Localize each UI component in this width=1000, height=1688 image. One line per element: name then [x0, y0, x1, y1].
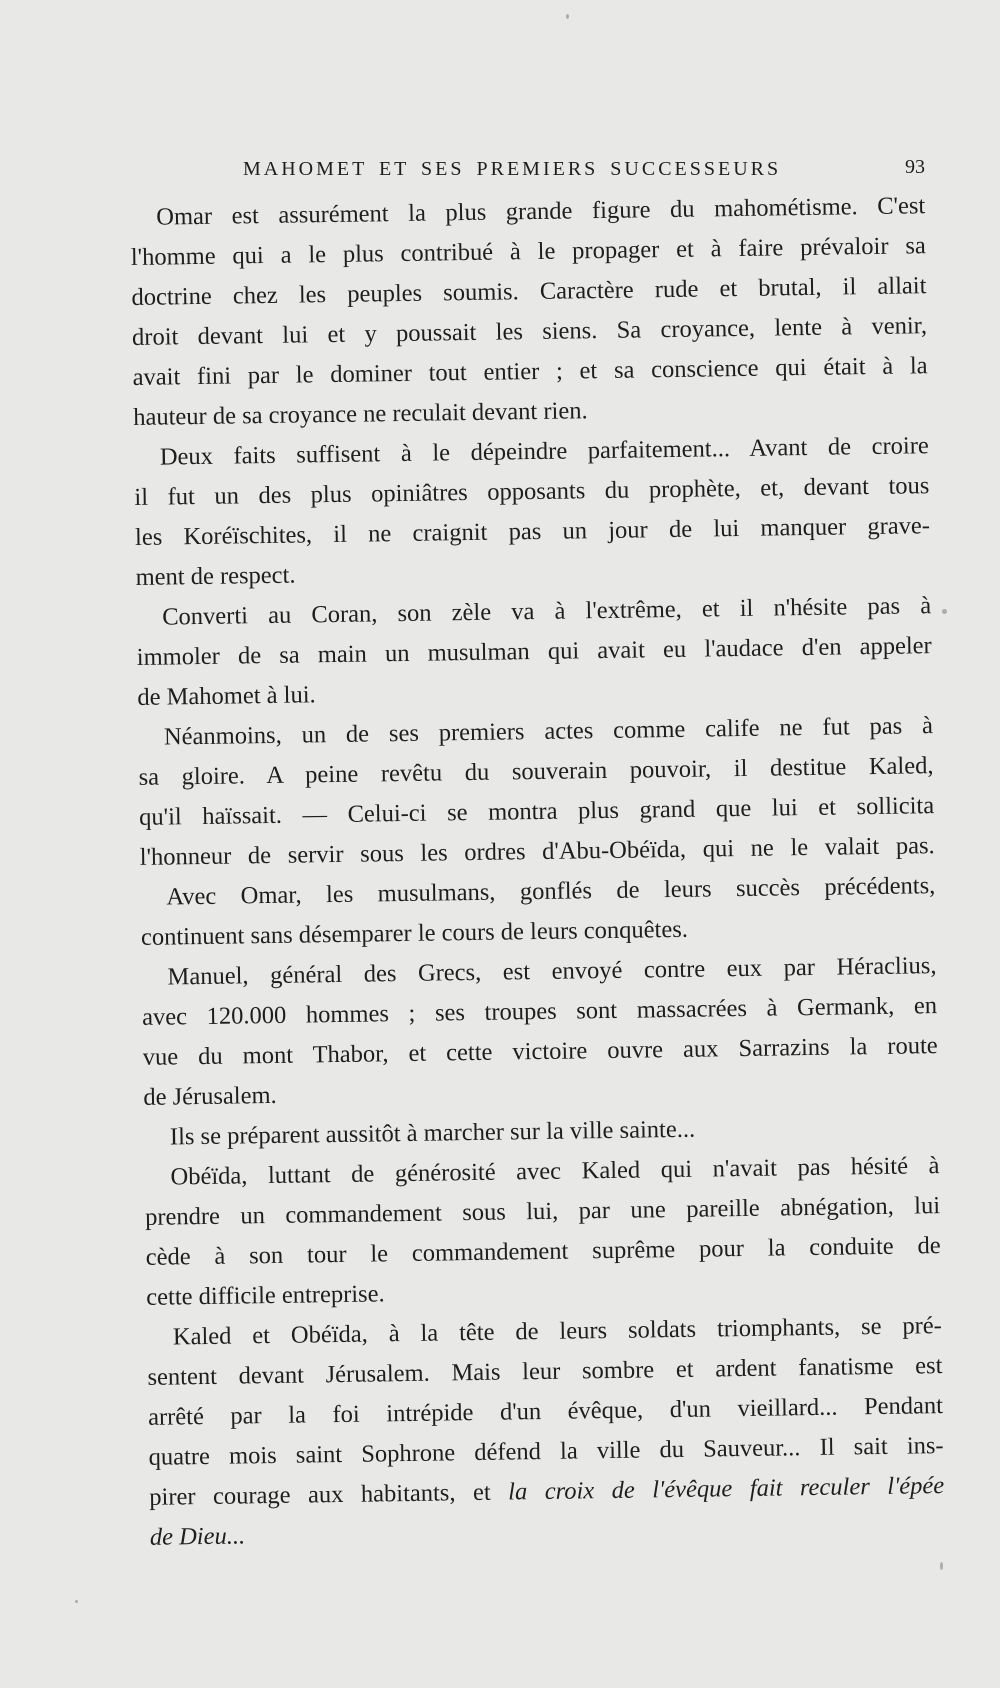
text-line: vue du mont Thabor, et cette victoire ouvre aux Sarrazins la route	[142, 1032, 938, 1071]
page-header	[130, 150, 925, 190]
text-italic: la croix de l'évêque fait reculer l'épée	[507, 1472, 945, 1506]
text-line: arrêté par la foi intrépide d'un évêque, d'un vieillard... Pendant	[147, 1392, 944, 1431]
text-line: Manuel, général des Grecs, est envoyé contre eux par Héraclius,	[167, 952, 937, 991]
text-line: Néanmoins, un de ses premiers actes comme calife ne fut pas à	[163, 712, 934, 751]
scan-speck	[566, 14, 569, 19]
body-text	[130, 186, 945, 1558]
running-head: MAHOMET ET SES PREMIERS SUCCESSEURS	[243, 158, 782, 180]
text-line: prendre un commandement sous lui, par une pareille abnégation, lui	[144, 1192, 941, 1231]
text-line: hauteur de sa croyance ne reculait devant rien.	[133, 397, 588, 431]
text-line: l'homme qui a le plus contribué à le propager et à faire prévaloir sa	[130, 232, 926, 271]
text-line: Ils se préparent aussitôt à marcher sur la ville sainte...	[169, 1115, 696, 1151]
text-line: les Koréïschites, il ne craignit pas un jour de lui manquer grave-	[134, 512, 931, 551]
scan-speck	[940, 1562, 943, 1570]
text-line: cède à son tour le commandement suprême pour la conduite de	[145, 1232, 941, 1271]
text-line: cette difficile entreprise.	[146, 1280, 385, 1311]
text-line: sentent devant Jérusalem. Mais leur sombre et ardent fanatisme est	[147, 1352, 943, 1391]
text-line: Deux faits suffisent à le dépeindre parfaitement... Avant de croire	[159, 432, 929, 471]
text-line: l'honneur de servir sous les ordres d'Abu-Obéïda, qui ne le valait pas.	[139, 832, 935, 871]
text-line: il fut un des plus opiniâtres opposants du prophète, et, devant tous	[134, 472, 930, 511]
text-line: qu'il haïssait. — Celui-ci se montra plus grand que lui et sollicita	[138, 792, 935, 831]
text-line: sa gloire. A peine revêtu du souverain pouvoir, il destitue Kaled,	[138, 752, 934, 791]
text-line: avait fini par le dominer tout entier ; et sa conscience qui était à la	[132, 352, 928, 391]
text-line: avec 120.000 hommes ; ses troupes sont massacrées à Germank, en	[141, 992, 938, 1031]
text-line: doctrine chez les peuples soumis. Caractère rude et brutal, il allait	[131, 272, 927, 311]
text-line: Converti au Coran, son zèle va à l'extrême, et il n'hésite pas à	[162, 592, 932, 631]
text-line: Kaled et Obéïda, à la tête de leurs soldats triomphants, se pré-	[172, 1312, 943, 1351]
text-line: droit devant lui et y poussait les siens. Sa croyance, lente à venir,	[131, 312, 928, 351]
page-number: 93	[905, 156, 925, 178]
text-line: Obéïda, luttant de générosité avec Kaled qui n'avait pas hésité à	[170, 1152, 940, 1191]
scan-speck	[75, 1600, 78, 1603]
text-line: ment de respect.	[135, 561, 296, 591]
text-line: Omar est assurément la plus grande figure du mahométisme. C'est	[156, 192, 926, 231]
text-italic: de Dieu...	[149, 1522, 246, 1551]
text-line: de Mahomet à lui.	[137, 681, 316, 711]
text-line: continuent sans désemparer le cours de leurs conquêtes.	[140, 915, 689, 951]
scan-speck	[942, 609, 947, 614]
text-roman: pirer courage aux habitants, et	[149, 1478, 509, 1511]
text-line: Avec Omar, les musulmans, gonflés de leurs succès précédents,	[166, 872, 936, 911]
text-line: immoler de sa main un musulman qui avait eu l'audace d'en appeler	[136, 632, 932, 671]
text-line: quatre mois saint Sophrone défend la ville du Sauveur... Il sait ins-	[148, 1432, 944, 1471]
text-line: de Jérusalem.	[143, 1081, 277, 1111]
